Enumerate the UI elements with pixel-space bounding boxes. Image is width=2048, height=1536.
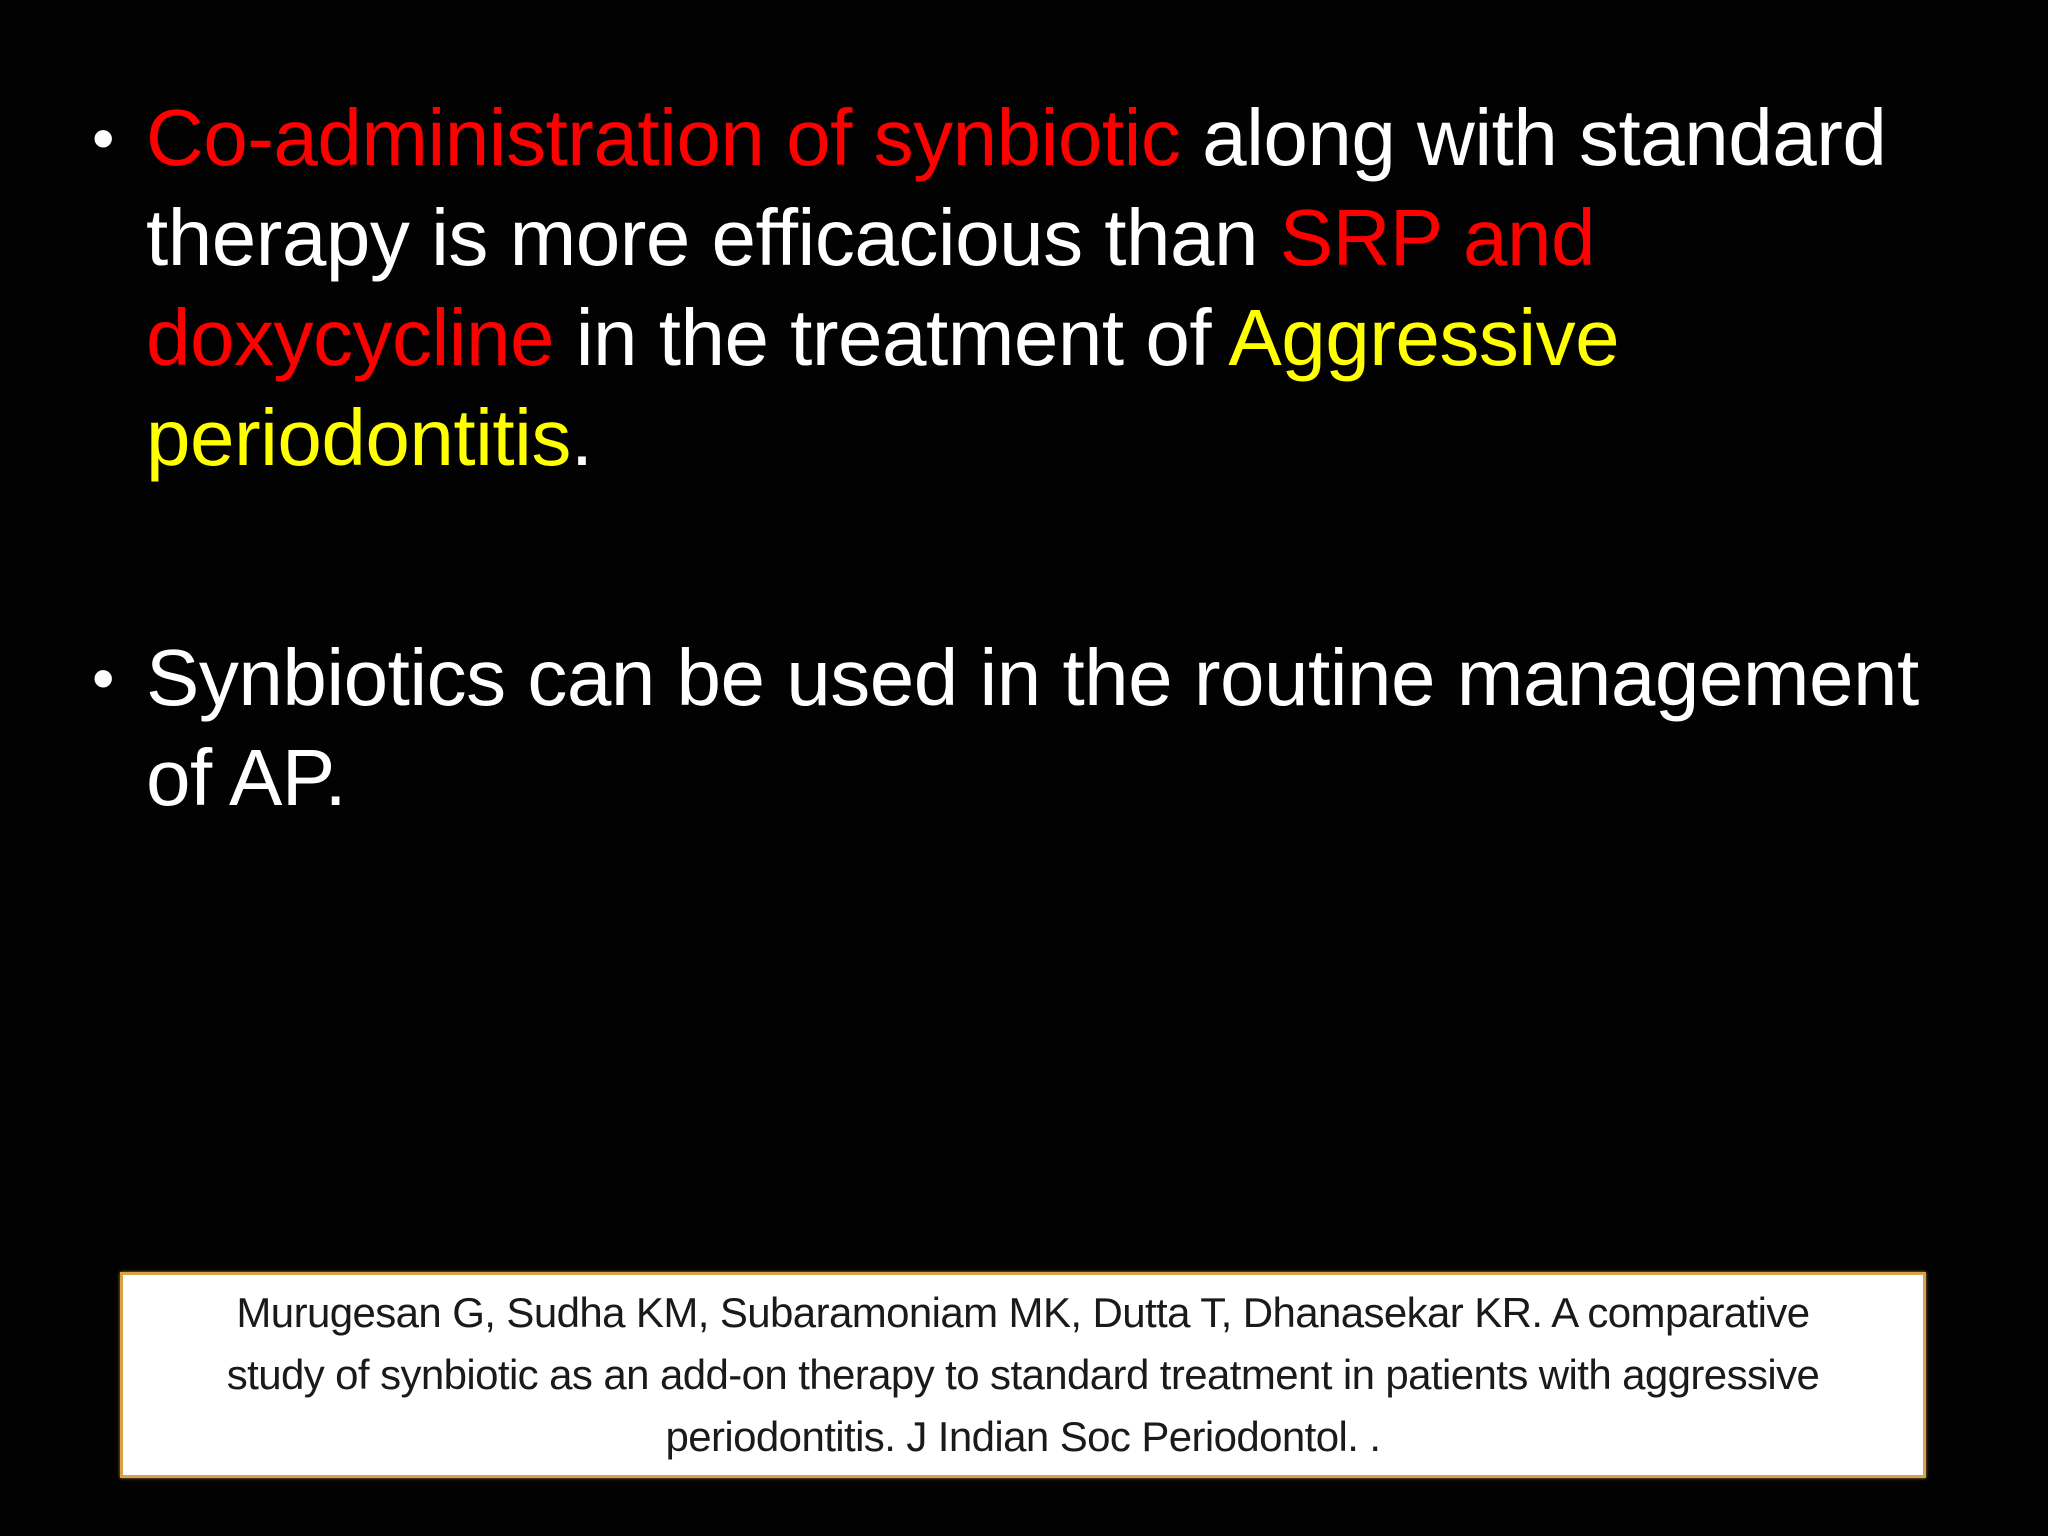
highlight-aggressive-periodontitis: Aggressive periodontitis — [146, 293, 1620, 482]
bullet-item-conclusion-efficacy — [92, 88, 1992, 488]
highlight-srp-doxycycline: SRP and doxycycline — [146, 193, 1595, 382]
text-routine-management: Synbiotics can be used in the routine management of AP. — [146, 633, 1919, 822]
highlight-synbiotic: Co-administration of synbiotic — [146, 93, 1181, 182]
reference-citation: Murugesan G, Sudha KM, Subaramoniam MK, Dutta T, Dhanasekar KR. A comparative study of synbiotic as an add-on therapy to standard treatment in patients with aggressive periodontitis. J Indian Soc Periodontol. . — [226, 1289, 1820, 1460]
text-period: . — [570, 393, 593, 482]
bullet-list — [92, 88, 1992, 828]
bullet-icon: • — [92, 642, 114, 714]
text-standard-therapy: along with standard therapy is more efficacious than — [146, 93, 1887, 282]
text-treatment-of: in the treatment of — [554, 293, 1229, 382]
bullet-item-routine-management — [92, 628, 1992, 828]
reference-box — [120, 1272, 1926, 1478]
bullet-icon: • — [92, 102, 114, 174]
